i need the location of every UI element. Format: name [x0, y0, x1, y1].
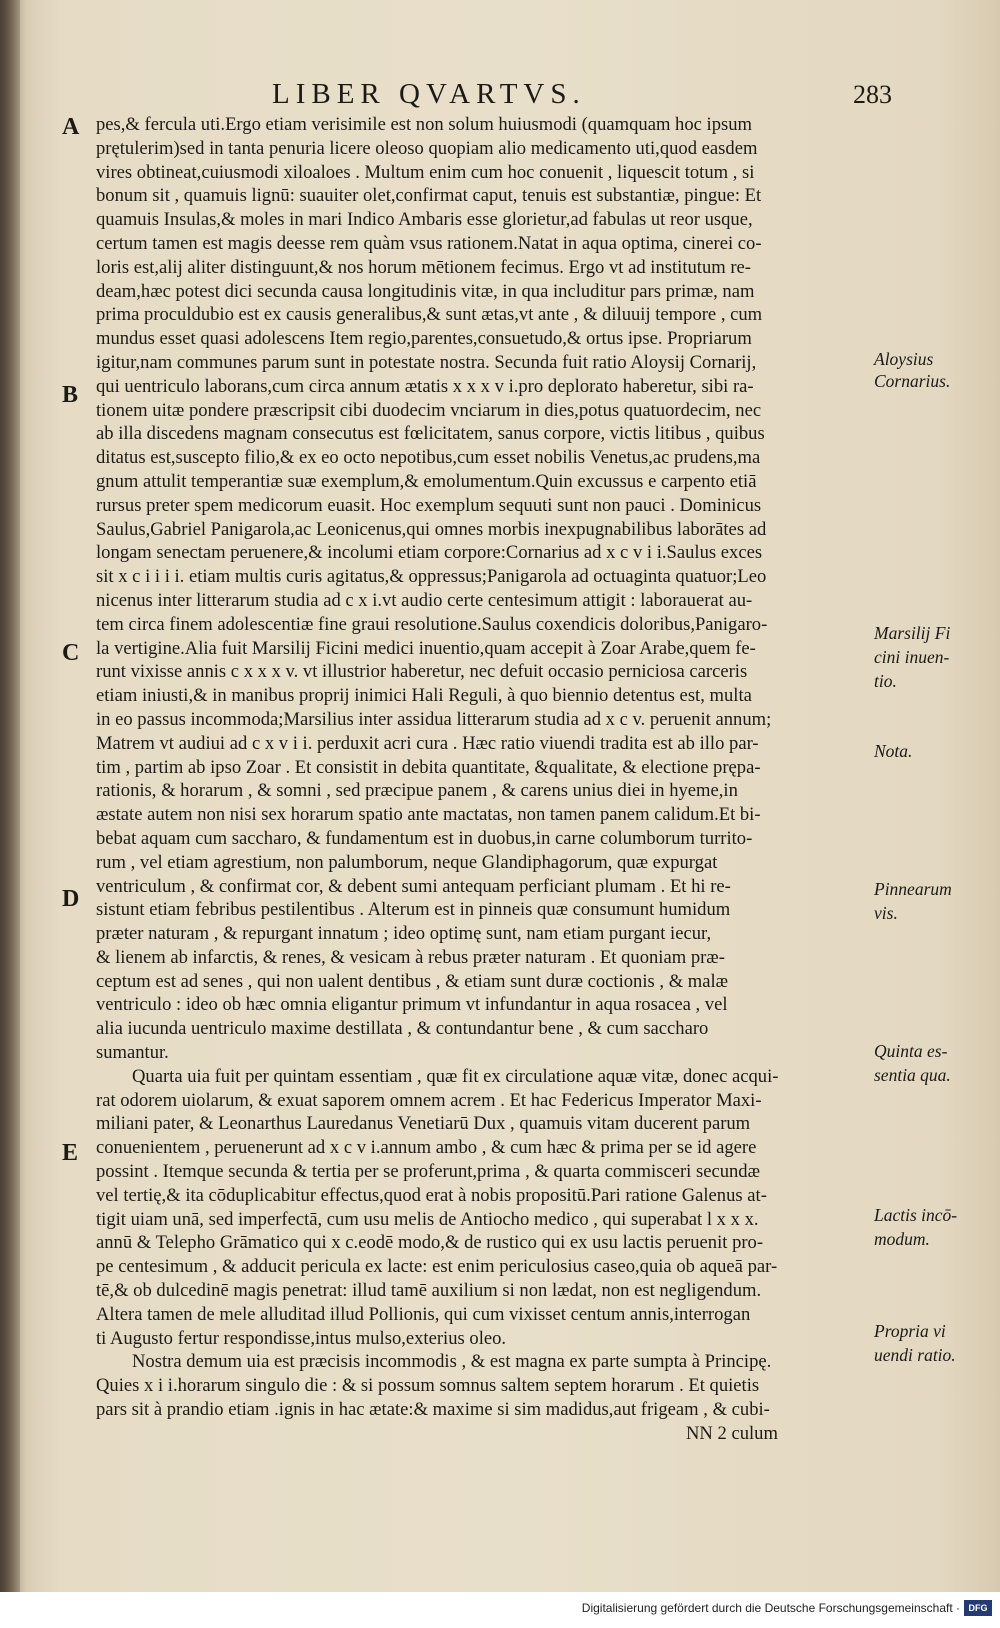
- text-line: mundus esset quasi adolescens Item regio,parentes,consuetudo,& ortus ipse. Propriarum: [96, 328, 752, 350]
- text-line: vires obtineat,cuiusmodi xiloaloes . Multum enim cum hoc conuenit , liquescit totum , si: [96, 161, 755, 183]
- body-text: [96, 113, 866, 1446]
- catchword-line: NN 2 culum: [686, 1422, 778, 1444]
- marginal-note: Propria vi: [874, 1321, 946, 1341]
- marginal-note: modum.: [874, 1229, 930, 1249]
- text-line: ditatus est,suscepto filio,& ex eo octo nepotibus,cum esset nobilis Venetus,ac prudens,ma: [96, 447, 761, 469]
- section-letter-c: C: [62, 640, 80, 666]
- text-line: tē,& ob dulcedinē magis penetrat: illud tamē auxilium si non lædat, non est negligendum.: [96, 1280, 762, 1302]
- text-line: certum tamen est magis deesse rem quàm vsus rationem.Natat in aqua optima, cinerei co-: [96, 232, 762, 254]
- text-line: Matrem vt audiui ad c x v i i. perduxit acri cura . Hæc ratio viuendi tradita est ab illo par-: [96, 732, 759, 754]
- text-line: præter naturam , & repurgant innatum ; ideo optimę sunt, nam etiam purgant iecur,: [96, 923, 712, 945]
- text-line: etiam iniusti,& in manibus proprij inimici Hali Reguli, à quo biennio detentus est, multa: [96, 685, 752, 707]
- text-line: rursus preter spem medicorum euasit. Hoc exemplum sequuti sunt non pauci . Dominicus: [96, 494, 762, 516]
- text-line: prima proculdubio est ex causis generalibus,& sunt ætas,vt ante , & diluuij tempore , cum: [96, 304, 763, 326]
- funding-notice: Digitalisierung gefördert durch die Deutsche Forschungsgemeinschaft ·: [581, 1601, 960, 1615]
- marginal-note: sentia qua.: [874, 1065, 951, 1085]
- text-line: sumantur.: [96, 1042, 169, 1064]
- text-line: ventriculum , & confirmat cor, & debent sumi antequam perficiant plumam . Et hi re-: [96, 875, 731, 897]
- text-line: vel tertię,& ita cōduplicabitur effectus,quod erat à nobis propositū.Pari ratione Galenus at-: [96, 1184, 767, 1206]
- text-line: rationis, & horarum , & somni , sed præcipue panem , & carens unius diei in hyeme,in: [96, 780, 738, 802]
- text-line: Nostra demum uia est præcisis incommodis , & est magna ex parte sumpta à Principę.: [132, 1351, 772, 1373]
- section-letter-e: E: [62, 1140, 79, 1166]
- text-line: pe centesimum , & adducit pericula ex lacte: est enim periculosius caseo,quia ob aqueā par-: [96, 1256, 778, 1278]
- text-line: rum , vel etiam agrestium, non palumborum, neque Glandiphagorum, quæ expurgat: [96, 851, 718, 873]
- page-header: [272, 78, 892, 118]
- text-line: ti Augusto fertur respondisse,intus mulso,exterius oleo.: [96, 1327, 507, 1349]
- text-line: prętulerim)sed in tanta penuria licere oleoso quopiam alio medicamento uti,quod easdem: [96, 137, 758, 159]
- text-line: Quarta uia fuit per quintam essentiam , quæ fit ex circulatione aquæ vitæ, donec acqui-: [132, 1065, 779, 1087]
- text-line: bonum sit , quamuis lignū: suauiter olet,confirmat caput, tenuis est substantiæ, pingue: Et: [96, 185, 762, 207]
- text-line: tim , partim ab ipso Zoar . Et consistit in debita quantitate, &qualitate, & electione prępa-: [96, 756, 761, 778]
- marginal-note: Lactis incō-: [874, 1205, 958, 1225]
- text-line: miliani pater, & Leonarthus Lauredanus Venetiarū Dux , quamuis vitam ducerent parum: [96, 1113, 751, 1135]
- text-line: in eo passus incommoda;Marsilius inter assidua litterarum studia ad x c v. peruenit annum;: [96, 708, 772, 730]
- text-line: alia iucunda uentriculo maxime destillata , & contundantur bene , & cum saccharo: [96, 1018, 709, 1040]
- text-line: tionem uitæ pondere præscripsit cibi duodecim vnciarum in dies,potus quatuordecim, nec: [96, 399, 762, 421]
- text-line: tem circa finem adolescentiæ fine graui resolutione.Saulus coxendicis doloribus,Panigaro-: [96, 613, 768, 635]
- section-letter-d: D: [62, 886, 80, 912]
- section-letter-b: B: [62, 382, 79, 408]
- text-line: longam senectam peruenere,& incolumi etiam corpore:Cornarius ad x c v i i.Saulus exces: [96, 542, 763, 564]
- marginal-note: Nota.: [874, 741, 913, 761]
- text-line: loris est,alij aliter distinguunt,& nos horum mētionem fecimus. Ergo vt ad institutum re-: [96, 256, 751, 278]
- text-line: nicenus inter litterarum studia ad c x i.vt audio certe centesimum attigit : laborauerat au-: [96, 589, 753, 611]
- dfg-logo: DFG: [964, 1600, 992, 1616]
- running-head: LIBER QVARTVS.: [272, 78, 586, 110]
- marginal-note: Cornarius.: [874, 371, 951, 391]
- text-line: æstate autem non nisi sex horarum spatio ante mactatas, non tamen panem calidum.Et bi-: [96, 804, 761, 826]
- marginal-note: uendi ratio.: [874, 1345, 956, 1365]
- text-line: ceptum est ad senes , qui non ualent dentibus , & etiam sunt duræ coctionis , & malæ: [96, 970, 729, 992]
- text-line: qui uentriculo laborans,cum circa annum ætatis x x x v i.pro deplorato haberetur, sibi ra-: [96, 375, 754, 397]
- marginal-note: Aloysius: [874, 349, 934, 369]
- digitization-footer: [0, 1592, 1000, 1628]
- text-line: ab illa discedens magnam consecutus est fœlicitatem, sanus corpore, victis litibus , quibus: [96, 423, 765, 445]
- text-line: deam,hæc potest dici secunda causa longitudinis vitæ, in qua includitur pars primæ, nam: [96, 280, 755, 302]
- section-letter-a: A: [62, 114, 80, 140]
- text-line: rat odorem uiolarum, & exuat saporem omnem acrem . Et hac Federicus Imperator Maxi-: [96, 1089, 762, 1111]
- text-line: gnum attulit temperantiæ suæ exemplum,& emolumentum.Quin excussus e carpento etiā: [96, 470, 757, 492]
- text-line: conuenientem , peruenerunt ad x c v i.annum ambo , & cum hæc & prima per se id agere: [96, 1137, 757, 1159]
- text-line: Quies x i i.horarum singulo die : & si possum somnus saltem septem horarum . Et quietis: [96, 1375, 760, 1397]
- text-line: tigit uiam unā, sed imperfectā, cum usu melis de Antiocho medico , qui superabat l x x x.: [96, 1208, 759, 1230]
- marginal-note: cini inuen-: [874, 647, 950, 667]
- text-line: & lienem ab infarctis, & renes, & vesicam à rebus præter naturam . Et quoniam præ-: [96, 946, 725, 968]
- text-line: possint . Itemque secunda & tertia per se proferunt,prima , & quarta commisceri secundæ: [96, 1161, 761, 1183]
- marginal-note: Marsilij Fi: [874, 623, 951, 643]
- text-line: runt vixisse annis c x x x v. vt illustrior haberetur, nec defuit occasio perniciosa carceris: [96, 661, 748, 683]
- text-line: bebat aquam cum saccharo, & fundamentum est in duobus,in carne columborum turrito-: [96, 827, 753, 849]
- text-line: igitur,nam communes parum sunt in potestate nostra. Secunda fuit ratio Aloysij Cornarij,: [96, 351, 757, 373]
- spine-shadow: [0, 0, 20, 1628]
- text-line: Altera tamen de mele alluditad illud Pollionis, qui cum vixisset centum annis,interrogan: [96, 1303, 751, 1325]
- text-line: sistunt etiam febribus pestilentibus . Alterum est in pinneis quæ consumunt humidum: [96, 899, 731, 921]
- text-line: pars sit à prandio etiam .ignis in hac ætate:& maxime si sim madidus,aut frigeam , & cubi-: [96, 1399, 770, 1421]
- page-number: 283: [853, 80, 892, 109]
- text-line: ventriculo : ideo ob hæc omnia eligantur primum vt infundantur in aqua rosacea , vel: [96, 994, 728, 1016]
- text-line: la vertigine.Alia fuit Marsilij Ficini medici inuentio,quam accepit à Zoar Arabe,quem fe-: [96, 637, 756, 659]
- text-line: sit x c i i i i. etiam multis curis agitatus,& oppressus;Panigarola ad octuaginta quatuor;Leo: [96, 566, 767, 588]
- text-line: quamuis Insulas,& moles in mari Indico Ambaris esse glorietur,ad fabulas ut reor usque,: [96, 209, 753, 231]
- text-line: annū & Telepho Grāmatico qui x c.eodē modo,& de rustico qui ex usu lactis peruenit pro-: [96, 1232, 764, 1254]
- marginal-note: Pinnearum: [874, 879, 952, 899]
- text-line: pes,& fercula uti.Ergo etiam verisimile est non solum huiusmodi (quamquam hoc ipsum: [96, 114, 753, 135]
- text-line: Saulus,Gabriel Panigarola,ac Leonicenus,qui omnes morbis inexpugnabilibus laborātes ad: [96, 518, 767, 540]
- marginal-note: vis.: [874, 903, 898, 923]
- marginal-note: tio.: [874, 671, 897, 691]
- marginal-note: Quinta es-: [874, 1041, 948, 1061]
